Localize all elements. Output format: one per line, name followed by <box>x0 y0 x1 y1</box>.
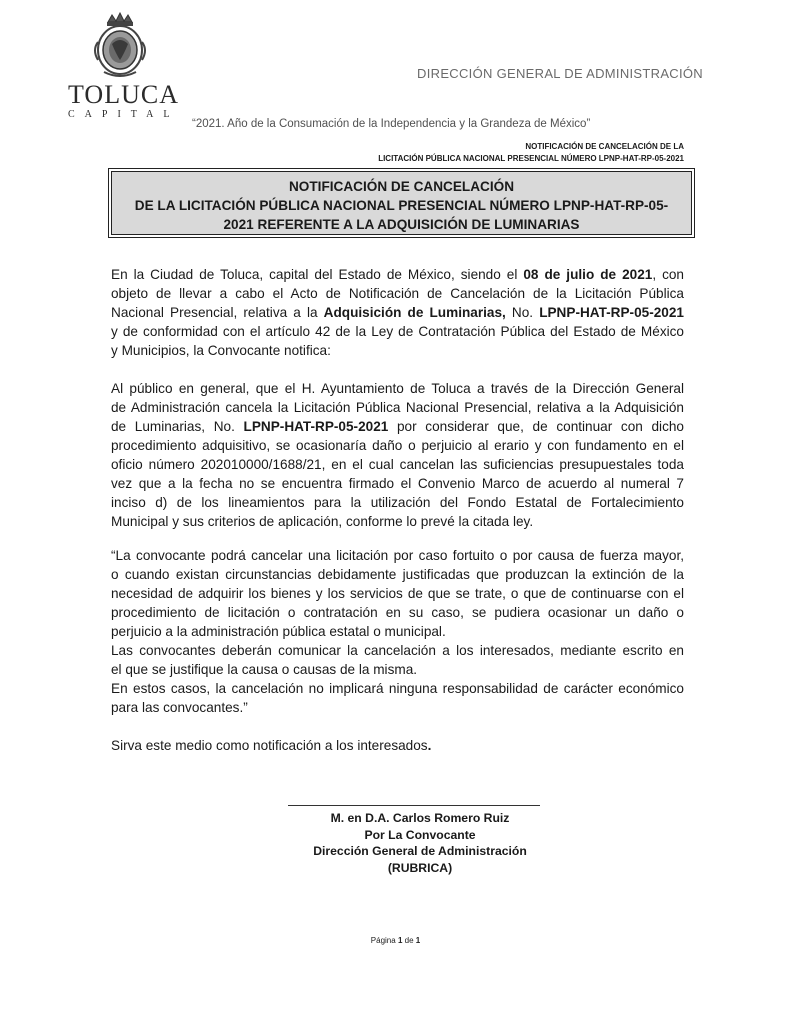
text-line: Municipal y sus criterios de aplicación, conforme lo prevé la citada ley. <box>111 514 534 529</box>
text-line <box>111 417 684 436</box>
signature-note: (RUBRICA) <box>387 860 453 875</box>
signer-office: Dirección General de Administración <box>313 844 527 858</box>
page-number: 1 <box>397 936 403 945</box>
text-run: de Luminarias, No. <box>111 419 244 434</box>
text-line: y de conformidad con el artículo 42 de la Ley de Contratación Pública del Estado de México <box>111 324 684 339</box>
logo-wordmark: TOLUCA <box>68 80 179 109</box>
text-run: Sirva este medio como notificación a los interesados <box>111 738 428 753</box>
text-line: procedimiento adquisitivo, se ocasionaría daño o perjuicio al erario y con fundamento en el <box>111 438 684 453</box>
signature-block <box>240 810 600 876</box>
text-line: para las convocantes.” <box>111 700 248 715</box>
coat-of-arms-icon <box>90 12 150 80</box>
text-line: Las convocantes deberán comunicar la cancelación a los interesados, mediante escrito en <box>111 643 684 658</box>
page-label: Página <box>370 936 398 945</box>
title-line-1: NOTIFICACIÓN DE CANCELACIÓN <box>288 179 515 194</box>
text-run: No. <box>505 305 540 320</box>
acquisition-subject: Adquisición de Luminarias, <box>323 305 506 320</box>
text-run: , con <box>652 267 684 282</box>
department-header: DIRECCIÓN GENERAL DE ADMINISTRACIÓN <box>417 66 703 81</box>
text-line: o cuando existan circunstancias debidamente justificadas que produzcan la extinción de la <box>111 567 684 582</box>
logo-subtitle: CAPITAL <box>68 109 180 120</box>
page-footer <box>0 936 791 945</box>
reference-line-2: LICITACIÓN PÚBLICA NACIONAL PRESENCIAL NÚMERO LPNP-HAT-RP-05-2021 <box>378 154 684 163</box>
document-title <box>111 171 692 235</box>
title-line-3: 2021 REFERENTE A LA ADQUISICIÓN DE LUMINARIAS <box>223 217 580 232</box>
text-run: En la Ciudad de Toluca, capital del Estado de México, siendo el <box>111 267 524 282</box>
text-run: . <box>427 738 432 753</box>
text-line: y Municipios, la Convocante notifica: <box>111 343 331 358</box>
text-line: “La convocante podrá cancelar una licitación por caso fortuito o por causa de fuerza mayor, <box>111 548 684 563</box>
year-motto: “2021. Año de la Consumación de la Independencia y la Grandeza de México” <box>192 118 591 130</box>
signer-name: M. en D.A. Carlos Romero Ruiz <box>330 811 510 825</box>
text-line: objeto de llevar a cabo el Acto de Notificación de Cancelación de la Licitación Pública <box>111 286 684 301</box>
text-line: de Administración cancela la Licitación Pública Nacional Presencial, relativa a la Adquisición <box>111 400 684 415</box>
text-run: Nacional Presencial, relativa a la <box>111 305 324 320</box>
paragraph-closing <box>111 736 684 755</box>
tender-number: LPNP-HAT-RP-05-2021 <box>243 419 389 434</box>
reference-note <box>378 141 684 165</box>
text-line: perjuicio a la administración pública estatal o municipal. <box>111 624 446 639</box>
paragraph-intro <box>111 265 684 360</box>
page-total: 1 <box>415 936 421 945</box>
text-line: procedimiento de licitación o contratación en su caso, se pudiera ocasionar un daño o <box>111 605 684 620</box>
signature-line <box>288 805 540 806</box>
text-line: Al público en general, que el H. Ayuntamiento de Toluca a través de la Dirección General <box>111 381 684 396</box>
text-line: necesidad de adquirir los bienes y los servicios de que se trate, o que de continuarse con el <box>111 586 684 601</box>
paragraph-legal-quote <box>111 546 684 717</box>
title-line-2: DE LA LICITACIÓN PÚBLICA NACIONAL PRESENCIAL NÚMERO LPNP-HAT-RP-05- <box>134 198 669 213</box>
tender-number: LPNP-HAT-RP-05-2021 <box>539 305 684 320</box>
notification-date: 08 de julio de 2021 <box>523 267 653 282</box>
page-separator: de <box>402 936 416 945</box>
text-line: inciso d) de los lineamientos para la utilización del Fondo Estatal de Fortalecimiento <box>111 495 684 510</box>
text-line: el que se justifique la causa o causas de la misma. <box>111 662 418 677</box>
text-run: por considerar que, de continuar con dicho <box>388 419 684 434</box>
text-line <box>111 265 684 284</box>
text-line: vez que a la fecha no se encuentra firmado el Convenio Marco de acuerdo al numeral 7 <box>111 476 684 491</box>
reference-line-1: NOTIFICACIÓN DE CANCELACIÓN DE LA <box>525 142 684 151</box>
text-line <box>111 736 684 755</box>
paragraph-cancellation <box>111 379 684 531</box>
text-line <box>111 303 684 322</box>
text-line: En estos casos, la cancelación no implicará ninguna responsabilidad de carácter económico <box>111 681 684 696</box>
text-line: oficio número 202010000/1688/21, en el cual cancelan las suficiencias presupuestales toda <box>111 457 684 472</box>
signer-role: Por La Convocante <box>364 827 476 842</box>
toluca-logo <box>68 12 180 124</box>
